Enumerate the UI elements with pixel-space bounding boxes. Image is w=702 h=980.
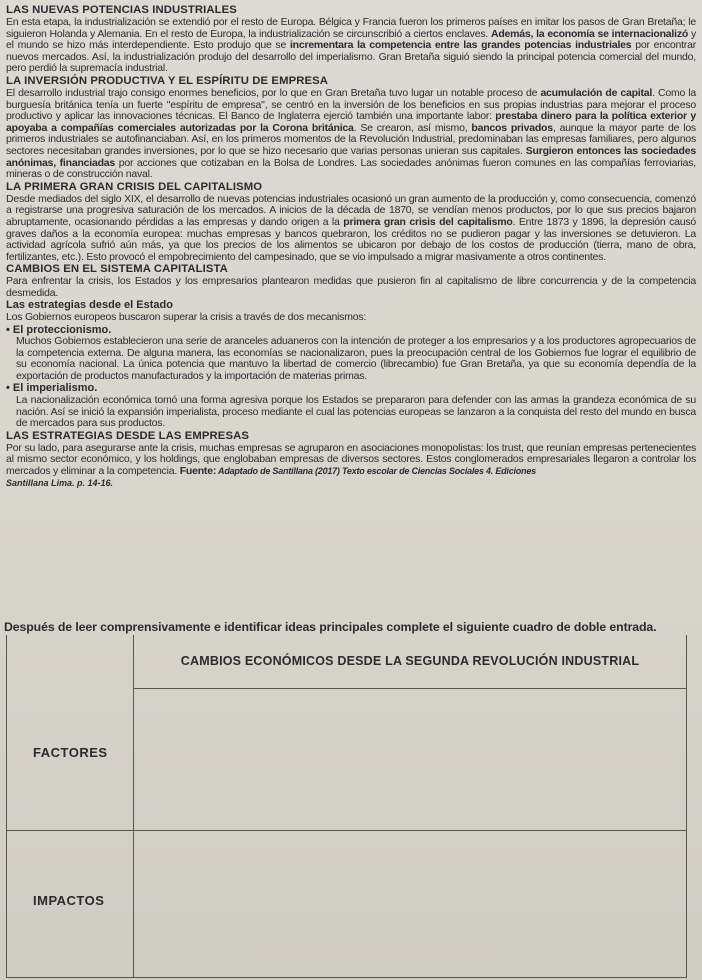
table-row-factors: [7, 689, 687, 831]
section-title: LA INVERSIÓN PRODUCTIVA Y EL ESPÍRITU DE EMPRESA: [6, 74, 328, 87]
bullet-paragraph: Muchos Gobiernos establecieron una serie de aranceles aduaneros con la intención de proteger a los empresarios y a los productores agropecuarios de la competencia externa. De alguna manera, las economías se nacionalizaron, pues la preocupación central de los Gobiernos fue lograr el equilibrio de su economía nacional. La única potencia que mantuvo la libertad de comercio (librecambio) fue Gran Bretaña, ya que su economía dependía de la exportación de productos manufacturados y la importación de materias primas.: [16, 335, 696, 382]
source-citation: Adaptado de Santillana (2017) Texto escolar de Ciencias Sociales 4. Ediciones: [216, 465, 536, 476]
section-paragraph: El desarrollo industrial trajo consigo enormes beneficios, por lo que en Gran Bretaña tuvo lugar un notable proceso de acumulación de capital. Como la burguesía británica tenía un fuerte "espíritu de empresa", se centró en la inversión de los beneficios en sus propias industrias para mejorar el proceso productivo y aplicar las innovaciones técnicas. El Banco de Inglaterra ejerció también una importante labor: prestaba dinero para la política exterior y apoyaba a compañías comerciales autorizadas por la Corona británica. Se crearon, así mismo, bancos privados, aunque la mayor parte de los primeros industriales se autofinanciaban. Así, en los primeros momentos de la Revolución Industrial, predominaban las empresas familiares, pero algunos sectores necesitaban grandes inversiones, por lo que se hizo necesario que varias personas unieran sus capitales. Surgieron entonces las sociedades anónimas, financiadas por acciones que cotizaban en la Bolsa de Londres. Las sociedades anónimas fueron comunes en las compañías ferroviarias, mineras o de construcción naval.: [6, 86, 697, 181]
bullet-title: • El proteccionismo.: [6, 323, 112, 336]
subsection-title: Las estrategias desde el Estado: [6, 299, 173, 312]
section-paragraph: En esta etapa, la industrialización se extendió por el resto de Europa. Bélgica y Francia fueron los primeros países en imitar los pasos de Gran Bretaña; le siguieron Holanda y Alemania. En el resto de Europa, la industrialización se circunscribió a ciertos enclaves. Además, la economía se internacionalizó y el mundo se hizo más interdependiente. Esto produjo que se incrementara la competencia entre las grandes potencias industriales por encontrar nuevos mercados. Así, la industrialización produjo del desarrollo del imperialismo. Gran Bretaña siguió siendo la principal potencia comercial del mundo, pero perdió la supremacía industrial.: [6, 16, 696, 75]
bullet-title: • El imperialismo.: [6, 382, 98, 395]
row-label-factors: FACTORES: [33, 745, 108, 760]
column-divider: [133, 635, 134, 977]
source-citation-cont: Santillana Lima. p. 14-16.: [6, 477, 114, 488]
bullet-paragraph: La nacionalización económica tomó una forma agresiva porque los Estados se prepararon para defender con las armas la grandeza económica de su nación. Así se inició la expansión imperialista, proceso mediante el cual las potencias europeas se lanzaron a la conquista del resto del mundo en busca de mercados para sus productos.: [16, 393, 696, 430]
section-title: CAMBIOS EN EL SISTEMA CAPITALISTA: [6, 263, 228, 276]
table-row-impacts: [7, 831, 687, 977]
activity-instruction: Después de leer comprensivamente e identificar ideas principales complete el siguiente cuadro de doble entrada.: [4, 620, 657, 634]
row-label-impacts: IMPACTOS: [33, 893, 105, 908]
double-entry-table: [6, 635, 687, 978]
section-title: LA PRIMERA GRAN CRISIS DEL CAPITALISMO: [6, 180, 263, 193]
factors-answer-cell[interactable]: [134, 689, 686, 830]
section-title: LAS ESTRATEGIAS DESDE LAS EMPRESAS: [6, 429, 249, 442]
section-paragraph: Por su lado, para asegurarse ante la crisis, muchas empresas se agruparon en asociaciones monopolistas: los trust, que reunían empresas pertenecientes al mismo sector económico, y los holdings, que englobaban empresas de diversos sectores. Estos conglomerados empresariales llegaron a controlar los mercados y eliminar a la competencia. Fuente: Adaptado de Santillana (2017) Texto escolar de Ciencias Sociales 4. Ediciones: [6, 441, 696, 477]
table-header-title: CAMBIOS ECONÓMICOS DESDE LA SEGUNDA REVOLUCIÓN INDUSTRIAL: [180, 654, 640, 668]
section-title: LAS NUEVAS POTENCIAS INDUSTRIALES: [6, 4, 237, 16]
table-header: [133, 635, 687, 689]
section-paragraph: Los Gobiernos europeos buscaron superar la crisis a través de dos mecanismos:: [6, 310, 367, 323]
section-paragraph: Para enfrentar la crisis, los Estados y los empresarios plantearon medidas que pusieron fin al capitalismo de libre concurrencia y de la competencia desmedida.: [6, 275, 696, 299]
reading-text: [6, 4, 696, 489]
impacts-answer-cell[interactable]: [134, 831, 686, 977]
section-paragraph: Desde mediados del siglo XIX, el desarrollo de nuevas potencias industriales ocasionó un gran aumento de la producción y, como consecuencia, comenzó a registrarse una progresiva saturación de los mercados. A inicios de la década de 1870, se vendían menos productos, por lo que sus precios bajaron abruptamente, ocasionando pérdidas a las empresas y dando origen a la primera gran crisis del capitalismo. Entre 1873 y 1896, la depresión causó graves daños a la economía europea: muchas empresas y bancos quebraron, los créditos no se pudieron pagar y las inversiones se detuvieron. La actividad agrícola sufrió aún más, ya que los precios de los alimentos se ubicaron por debajo de los costos de producción (tierra, mano de obra, fertilizantes, etc.). Esto provocó el empobrecimiento del campesinado, que se vio impulsado a migrar masivamente a otros continentes.: [6, 192, 696, 263]
